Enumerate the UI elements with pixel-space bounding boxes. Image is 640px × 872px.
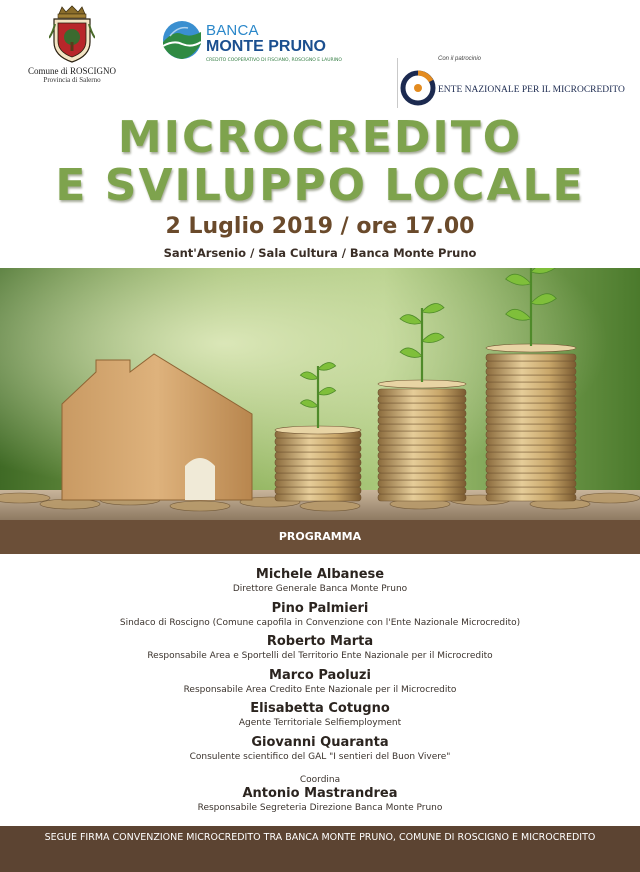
event-venue: Sant'Arsenio / Sala Cultura / Banca Monte Pruno <box>163 246 477 260</box>
stack-coin <box>486 487 576 494</box>
speaker-item <box>0 734 640 768</box>
stack-coin <box>378 459 466 466</box>
stack-coin <box>275 466 361 473</box>
stack-coin <box>378 438 466 445</box>
coordinator-block <box>0 775 640 815</box>
speaker-name: Marco Paoluzi <box>269 667 371 683</box>
stack-coin <box>486 438 576 445</box>
banca-logo-block <box>162 18 342 68</box>
stack-coin <box>378 445 466 452</box>
speaker-name: Roberto Marta <box>266 634 374 649</box>
event-title-line1: MICROCREDITO <box>117 112 523 163</box>
comune-name: Comune di ROSCIGNO <box>27 66 116 76</box>
coordinator-name: Antonio Mastrandrea <box>242 786 398 801</box>
banca-name-line2: MONTE PRUNO <box>206 38 326 55</box>
stack-coin <box>378 452 466 459</box>
ente-logo-block <box>400 70 632 106</box>
stack-coin <box>486 452 576 459</box>
event-title-line2: E SVILUPPO LOCALE <box>55 160 585 211</box>
patrocinio-label: Con il patrocinio <box>438 56 482 62</box>
scatter-coin <box>300 501 360 511</box>
stack-coin <box>486 445 576 452</box>
speaker-role: Agente Territoriale Selfiemployment <box>238 718 402 728</box>
stack-coin <box>486 417 576 424</box>
stack-coin <box>378 431 466 438</box>
stack-coin <box>378 424 466 431</box>
programma-heading: PROGRAMMA <box>278 530 362 543</box>
scatter-coin <box>580 493 640 503</box>
stack-coin <box>378 480 466 487</box>
speaker-role: Responsabile Area e Sportelli del Territorio Ente Nazionale per il Microcredito <box>147 651 493 661</box>
banca-subtitle: CREDITO COOPERATIVO DI FISCIANO, ROSCIGNO E LAURINO <box>206 58 342 63</box>
event-date: 2 Luglio 2019 / ore 17.00 <box>165 214 475 239</box>
hero-illustration <box>0 268 640 520</box>
coordinator-label: Coordina <box>299 775 341 785</box>
scatter-coin <box>0 493 50 503</box>
banca-name-line1: BANCA <box>206 22 259 39</box>
ente-ring-icon <box>400 70 436 106</box>
speaker-item <box>0 667 640 701</box>
stack-coin <box>378 403 466 410</box>
stack-coin <box>378 417 466 424</box>
stack-coin <box>486 354 576 361</box>
stack-coin <box>486 403 576 410</box>
stack-coin <box>378 494 466 501</box>
stack-coin <box>486 410 576 417</box>
hero-photo <box>0 268 640 520</box>
speaker-name: Giovanni Quaranta <box>251 734 389 750</box>
stack-coin <box>378 473 466 480</box>
stack-coin <box>378 487 466 494</box>
banca-mountain-icon <box>162 20 202 60</box>
speaker-role: Sindaco di Roscigno (Comune capofila in Convenzione con l'Ente Nazionale Microcredito) <box>119 617 521 628</box>
patrocinio-divider <box>397 58 398 108</box>
speaker-role: Responsabile Area Credito Ente Nazionale per il Microcredito <box>183 684 457 695</box>
comune-province: Provincia di Salerno <box>43 76 101 84</box>
stack-coin <box>378 396 466 403</box>
stack-coin <box>486 382 576 389</box>
stack-coin <box>378 410 466 417</box>
stack-coin <box>275 487 361 494</box>
stack-coin <box>486 466 576 473</box>
stack-coin <box>486 424 576 431</box>
stack-coin <box>486 375 576 382</box>
stack-coin <box>486 361 576 368</box>
stack-coin <box>486 459 576 466</box>
speaker-item <box>0 633 640 667</box>
speaker-item <box>0 566 640 600</box>
stack-coin <box>486 396 576 403</box>
stack-coin <box>486 473 576 480</box>
stack-coin <box>275 445 361 452</box>
speaker-name: Michele Albanese <box>255 567 385 582</box>
speaker-role: Direttore Generale Banca Monte Pruno <box>232 584 408 594</box>
scatter-coin <box>170 501 230 511</box>
stack-coin <box>275 473 361 480</box>
stack-coin <box>378 389 466 396</box>
stack-coin <box>486 480 576 487</box>
footer-text: SEGUE FIRMA CONVENZIONE MICROCREDITO TRA BANCA MONTE PRUNO, COMUNE DI ROSCIGNO E MICROCREDITO <box>44 832 596 843</box>
coordinator-role: Responsabile Segreteria Direzione Banca Monte Pruno <box>197 803 443 813</box>
stack-coin <box>486 431 576 438</box>
speaker-item <box>0 700 640 734</box>
stack-coin <box>275 480 361 487</box>
stack-coin <box>275 438 361 445</box>
stack-coin <box>275 494 361 501</box>
speaker-name: Pino Palmieri <box>271 600 369 616</box>
stack-coin <box>378 466 466 473</box>
stack-coin <box>486 494 576 501</box>
comune-logo-block <box>22 4 122 84</box>
ente-name: ENTE NAZIONALE PER IL MICROCREDITO <box>438 85 625 95</box>
speaker-item <box>0 600 640 634</box>
stack-coin <box>275 459 361 466</box>
stack-coin <box>486 368 576 375</box>
speaker-list <box>0 566 640 767</box>
speaker-name: Elisabetta Cotugno <box>250 701 390 716</box>
stack-coin <box>275 452 361 459</box>
stack-coin <box>486 389 576 396</box>
speaker-role: Consulente scientifico del GAL "I sentieri del Buon Vivere" <box>189 751 451 762</box>
comune-crest-icon <box>49 4 95 64</box>
